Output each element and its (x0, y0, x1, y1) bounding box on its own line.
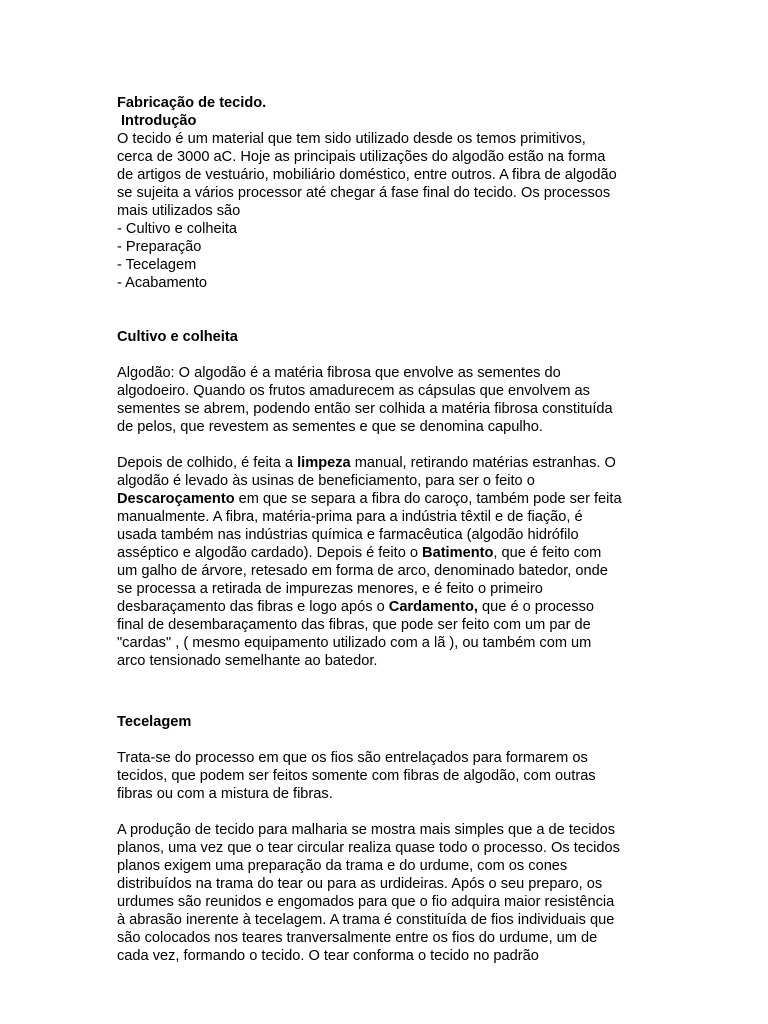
intro-line: O tecido é um material que tem sido utilizado desde os temos primitivos, (117, 131, 586, 147)
list-item: - Acabamento (117, 275, 208, 291)
intro-line: de artigos de vestuário, mobiliário doméstico, entre outros. A fibra de algodão (117, 167, 617, 183)
intro-line: mais utilizados são (117, 203, 241, 219)
document-page (117, 94, 657, 965)
paragraph-line: Algodão: O algodão é a matéria fibrosa que envolve as sementes do (117, 365, 561, 381)
cultivo-paragraph-1 (117, 364, 657, 436)
tecelagem-paragraph-1 (117, 749, 657, 803)
paragraph-line: Trata-se do processo em que os fios são entrelaçados para formarem os (117, 750, 588, 766)
spacer (117, 803, 657, 821)
term-limpeza: limpeza (297, 455, 351, 471)
paragraph-line: de pelos, que revestem as sementes e que se denomina capulho. (117, 419, 543, 435)
text-run: desbaraçamento das fibras e logo após o (117, 599, 389, 615)
cultivo-paragraph-2 (117, 454, 657, 670)
section-heading-cultivo: Cultivo e colheita (117, 329, 238, 345)
term-cardamento: Cardamento, (388, 599, 478, 615)
text-run: que é o processo (477, 599, 595, 615)
text-run: em que se separa a fibra do caroço, também pode ser feita (234, 491, 622, 507)
document-title: Fabricação de tecido. (117, 95, 267, 111)
paragraph-line: distribuídos na trama do tear ou para as urdideiras. Após o seu preparo, os (117, 876, 603, 892)
intro-line: se sujeita a vários processor até chegar á fase final do tecido. Os processos (117, 185, 611, 201)
list-item: - Tecelagem (117, 257, 197, 273)
paragraph-line: algodoeiro. Quando os frutos amadurecem as cápsulas que envolvem as (117, 383, 590, 399)
text-run: Depois de colhido, é feita a (117, 455, 298, 471)
intro-heading: Introdução (121, 113, 197, 129)
paragraph-line: A produção de tecido para malharia se mostra mais simples que a de tecidos (117, 822, 616, 838)
text-run: manual, retirando matérias estranhas. O (350, 455, 616, 471)
intro-paragraph (117, 130, 657, 220)
spacer (117, 436, 657, 454)
paragraph-line (117, 598, 657, 616)
paragraph-line: usada também nas indústrias química e farmacêutica (algodão hidrófilo (117, 527, 579, 543)
paragraph-line: arco tensionado semelhante ao batedor. (117, 653, 378, 669)
spacer (117, 670, 657, 706)
list-item: - Cultivo e colheita (117, 221, 238, 237)
paragraph-line: final de desembaraçamento das fibras, que pode ser feito com um par de (117, 617, 591, 633)
paragraph-line: fibras ou com a mistura de fibras. (117, 786, 333, 802)
paragraph-line: se processa a retirada de impurezas menores, e é feito o primeiro (117, 581, 543, 597)
paragraph-line: urdumes são reunidos e engomados para que o fio adquira maior resistência (117, 894, 615, 910)
paragraph-line: "cardas" , ( mesmo equipamento utilizado com a lã ), ou também com um (117, 635, 592, 651)
paragraph-line: são colocados nos teares tranversalmente entre os fios do urdume, um de (117, 930, 598, 946)
text-run: asséptico e algodão cardado). Depois é feito o (117, 545, 423, 561)
spacer (117, 706, 657, 713)
process-list (117, 220, 657, 292)
spacer (117, 731, 657, 749)
list-item: - Preparação (117, 239, 202, 255)
term-batimento: Batimento (422, 545, 494, 561)
paragraph-line (117, 544, 657, 562)
spacer (117, 346, 657, 364)
text-run: , que é feito com (493, 545, 602, 561)
paragraph-line: cada vez, formando o tecido. O tear conforma o tecido no padrão (117, 948, 539, 964)
tecelagem-paragraph-2 (117, 821, 657, 965)
paragraph-line: um galho de árvore, retesado em forma de arco, denominado batedor, onde (117, 563, 608, 579)
paragraph-line: sementes se abrem, podendo então ser colhida a matéria fibrosa constituída (117, 401, 613, 417)
section-heading-tecelagem: Tecelagem (117, 714, 192, 730)
spacer (117, 292, 657, 328)
paragraph-line: tecidos, que podem ser feitos somente com fibras de algodão, com outras (117, 768, 596, 784)
paragraph-line: planos, uma vez que o tear circular realiza quase todo o processo. Os tecidos (117, 840, 620, 856)
paragraph-line: planos exigem uma preparação da trama e do urdume, com os cones (117, 858, 568, 874)
paragraph-line (117, 490, 657, 508)
paragraph-line: à abrasão inerente à tecelagem. A trama é constituída de fios individuais que (117, 912, 615, 928)
paragraph-line: algodão é levado às usinas de beneficiamento, para ser o feito o (117, 473, 535, 489)
intro-line: cerca de 3000 aC. Hoje as principais utilizações do algodão estão na forma (117, 149, 606, 165)
paragraph-line: manualmente. A fibra, matéria-prima para a indústria têxtil e de fiação, é (117, 509, 583, 525)
term-descarocamento: Descaroçamento (117, 491, 235, 507)
paragraph-line (117, 454, 657, 472)
